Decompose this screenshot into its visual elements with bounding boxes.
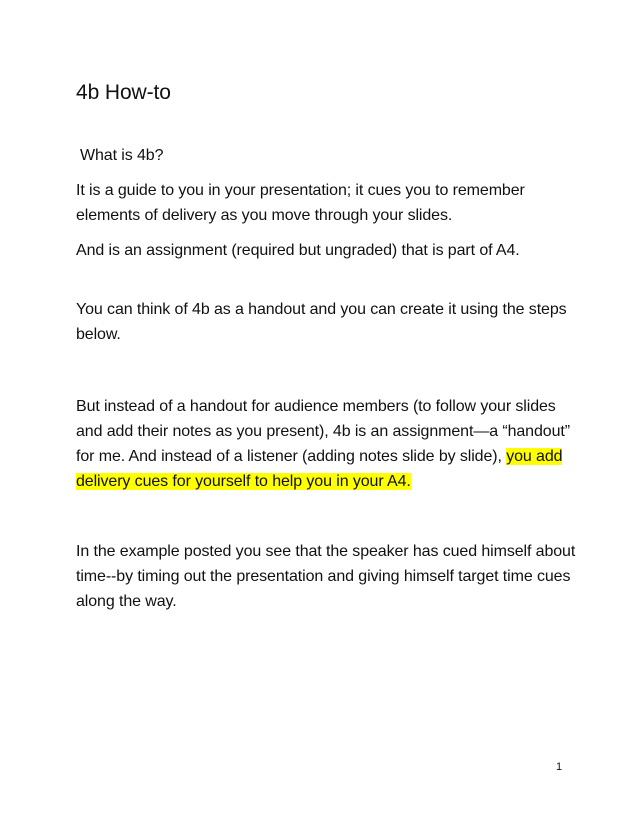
- paragraph-assignment: And is an assignment (required but ungraded) that is part of A4.: [76, 242, 520, 259]
- document-body: [76, 76, 576, 614]
- paragraph-guide: It is a guide to you in your presentation; it cues you to remember elements of delivery as you move through your slides.: [76, 182, 525, 224]
- page-number: 1: [556, 761, 563, 773]
- paragraph-handout: You can think of 4b as a handout and you can create it using the steps below.: [76, 301, 567, 343]
- paragraph-delivery-cues: [76, 394, 576, 494]
- paragraph-delivery-cues-text: But instead of a handout for audience members (to follow your slides and add their notes as you present), 4b is an assignment—a “handout” for me. And instead of a listener (adding notes slide by slide),: [76, 398, 570, 465]
- document-title: 4b How-to: [76, 81, 171, 104]
- highlighted-text: you add delivery cues for yourself to help you in your A4.: [76, 448, 563, 490]
- paragraph-example: In the example posted you see that the speaker has cued himself about time--by timing out the presentation and giving himself target time cues along the way.: [76, 543, 576, 610]
- question-heading: What is 4b?: [80, 147, 164, 164]
